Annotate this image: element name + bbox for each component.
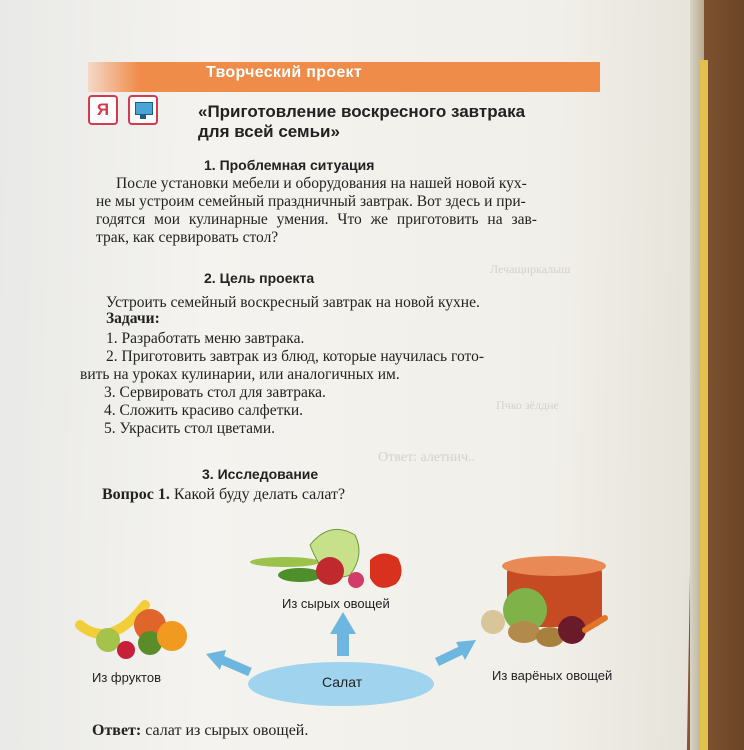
task-item: 1. Разработать меню завтрака. — [106, 330, 305, 347]
goal-text: Устроить семейный воскресный завтрак на новой кухне. — [106, 294, 480, 311]
boiled-vegetables-illustration — [481, 556, 606, 647]
paragraph-line: не мы устроим семейный праздничный завтрак. Вот здесь и при- — [96, 193, 526, 210]
arrow-left — [206, 650, 250, 672]
paragraph-line: годятся мои кулинарные умения. Что же приготовить на зав- — [96, 211, 537, 228]
caption-boiled-vegetables: Из варёных овощей — [492, 668, 613, 683]
raw-vegetables-illustration — [250, 529, 402, 588]
section-heading: 3. Исследование — [202, 466, 319, 482]
tasks-label: Задачи: — [106, 310, 160, 327]
question-text: Какой буду делать салат? — [173, 486, 346, 503]
caption-fruits: Из фруктов — [92, 670, 161, 685]
ya-icon: Я — [88, 95, 118, 125]
salad-label: Салат — [322, 674, 363, 690]
caption-raw-vegetables: Из сырых овощей — [282, 596, 390, 611]
bleed-through: Лечащиркалыш — [490, 262, 571, 276]
task-item: 4. Сложить красиво салфетки. — [104, 402, 304, 419]
task-item: вить на уроках кулинарии, или аналогичных им. — [80, 366, 400, 383]
fruits-illustration — [80, 605, 187, 659]
project-title-line: «Приготовление воскресного завтрака — [198, 102, 526, 121]
paragraph-line: трак, как сервировать стол? — [96, 229, 279, 246]
banner-title: Творческий проект — [206, 64, 362, 81]
project-title-line: для всей семьи» — [198, 122, 340, 141]
answer-label: Ответ: — [92, 722, 142, 739]
bleed-through: Ответ: алетнич.. — [378, 450, 476, 465]
section-heading: 2. Цель проекта — [204, 270, 315, 286]
task-item: 3. Сервировать стол для завтрака. — [104, 384, 326, 401]
bleed-through: Пчко зёлдне — [496, 398, 559, 412]
answer-text: салат из сырых овощей. — [145, 722, 309, 739]
task-item: 2. Приготовить завтрак из блюд, которые научилась гото- — [106, 348, 484, 365]
task-item: 5. Украсить стол цветами. — [104, 420, 275, 437]
question-label: Вопрос 1. — [102, 486, 170, 503]
paragraph-line: После установки мебели и оборудования на нашей новой кух- — [116, 175, 527, 192]
arrow-right — [437, 640, 476, 662]
section-heading: 1. Проблемная ситуация — [204, 157, 375, 173]
answer — [92, 722, 308, 740]
arrow-up — [330, 612, 356, 656]
